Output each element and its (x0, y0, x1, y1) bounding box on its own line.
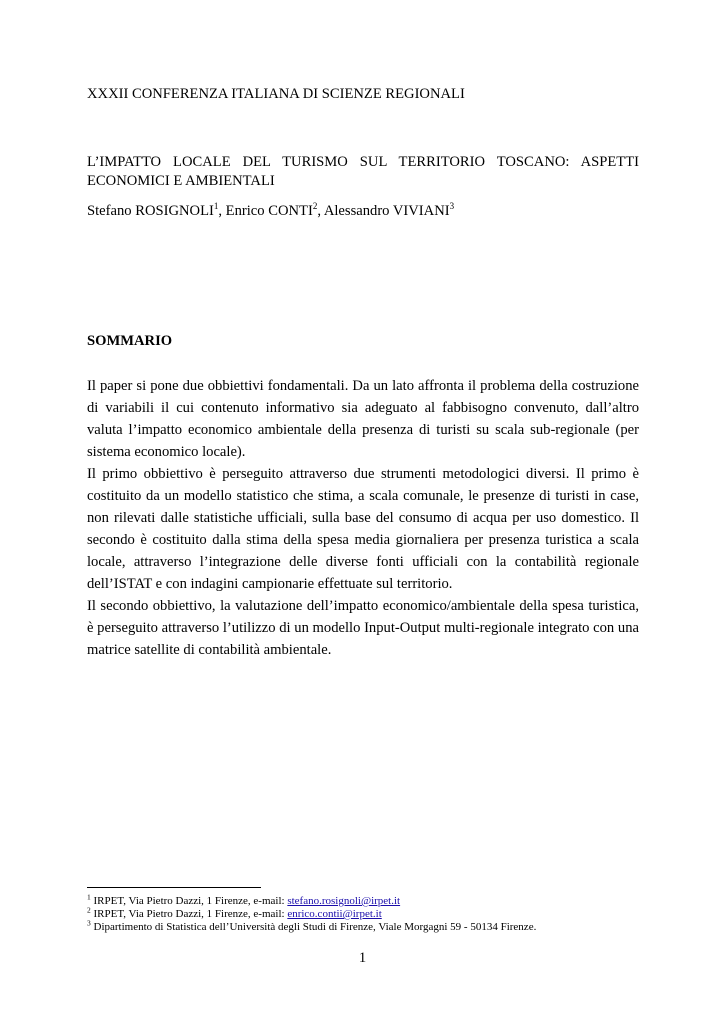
email-link[interactable]: enrico.contii@irpet.it (287, 908, 382, 920)
footnote (87, 892, 647, 908)
page-number: 1 (358, 950, 367, 966)
paper-title: L’IMPATTO LOCALE DEL TURISMO SUL TERRITORIO TOSCANO: ASPETTI ECONOMICI E AMBIENTALI (87, 154, 639, 189)
abstract-body (87, 375, 639, 661)
author-separator: , (317, 203, 324, 219)
footnote-number: 3 (87, 918, 91, 928)
footnote-number: 2 (87, 905, 91, 915)
section-heading: SOMMARIO (87, 333, 173, 349)
footnote-text: IRPET, Via Pietro Dazzi, 1 Firenze, e-mail: (93, 908, 288, 920)
author-name: Enrico CONTI (225, 203, 313, 219)
footnote-marker[interactable]: 3 (449, 201, 455, 212)
footnote-text: Dipartimento di Statistica dell’Università degli Studi di Firenze, Viale Morgagni 59 - 50134 Firenze. (93, 921, 537, 933)
author-name: Stefano ROSIGNOLI (87, 203, 214, 219)
abstract-paragraph: Il primo obbiettivo è perseguito attraverso due strumenti metodologici diversi. Il primo è costituito da un modello statistico che stima, a scala comunale, le presenze di turisti in case, non rilevati dalle statistiche ufficiali, sulla base del consumo di acqua per uso domestico. Il secondo è costituito dalla stima della spesa media giornaliera per presenza turistica a scala locale, attraverso l’integrazione delle diverse fonti ufficiali con la contabilità regionale dell’ISTAT e con indagini campionarie effettuate sul territorio. (87, 466, 639, 592)
abstract-paragraph: Il secondo obbiettivo, la valutazione dell’impatto economico/ambientale della spesa turistica, è perseguito attraverso l’utilizzo di un modello Input-Output multi-regionale integrato con una matrice satellite di contabilità ambientale. (87, 598, 639, 658)
footnote-divider (87, 887, 261, 888)
footnote-marker[interactable]: 2 (312, 201, 318, 212)
email-link[interactable]: stefano.rosignoli@irpet.it (287, 895, 401, 907)
conference-name: XXXII CONFERENZA ITALIANA DI SCIENZE REGIONALI (87, 86, 465, 102)
author-list (87, 203, 454, 220)
footnote (87, 918, 647, 934)
footnote-number: 1 (87, 892, 91, 902)
author-separator: , (218, 203, 226, 219)
footnote-text: IRPET, Via Pietro Dazzi, 1 Firenze, e-mail: (93, 895, 288, 907)
footnote-marker[interactable]: 1 (213, 201, 219, 212)
footnote (87, 905, 647, 921)
author-name: Alessandro VIVIANI (323, 203, 450, 219)
abstract-paragraph: Il paper si pone due obbiettivi fondamentali. Da un lato affronta il problema della costruzione di variabili il cui contenuto informativo sia adeguato al fabbisogno convenuto, dall’altro valuta l’impatto economico ambientale della presenza di turisti su scala sub-regionale (per sistema economico locale). (87, 378, 639, 460)
